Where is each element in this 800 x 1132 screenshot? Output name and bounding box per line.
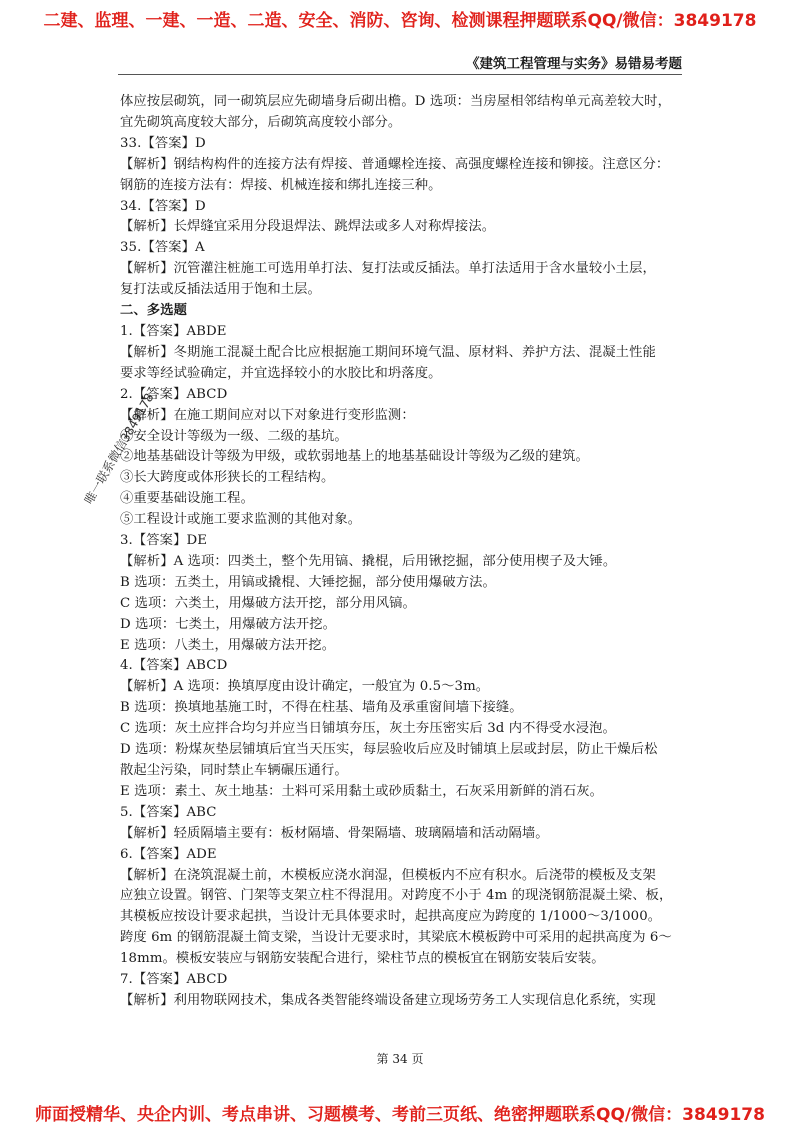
text-line: 18mm。模板安装应与钢筋安装配合进行，梁柱节点的模板宜在钢筋安装后安装。 [120,951,605,967]
text-line: C 选项：六类土，用爆破方法开挖，部分用风镐。 [120,595,416,611]
bottom-promo-banner: 师面授精华、央企内训、考点串讲、习题模考、考前三页纸、绝密押题联系QQ/微信：3849178 [35,1105,765,1125]
text-line: ①安全设计等级为一级、二级的基坑。 [120,428,348,444]
answer-line: 34.【答案】D [120,198,206,214]
answer-line: 2.【答案】ABCD [120,386,228,402]
text-line: 钢筋的连接方法有：焊接、机械连接和绑扎连接三种。 [120,177,442,193]
text-line: ⑤工程设计或施工要求监测的其他对象。 [120,512,362,528]
text-line: 【解析】沉管灌注桩施工可选用单打法、复打法或反插法。单打法适用于含水量较小土层， [120,261,656,277]
text-line: D 选项：七类土，用爆破方法开挖。 [120,616,337,632]
header-divider [118,74,682,75]
text-line: E 选项：素土、灰土地基：土料可采用黏土或砂质黏土，石灰采用新鲜的消石灰。 [120,783,604,799]
text-line: 复打法或反插法适用于饱和土层。 [120,282,321,298]
text-line: 【解析】A 选项：四类土，整个先用镐、撬棍，后用锹挖掘，部分使用楔子及大锤。 [120,553,617,569]
text-line: 【解析】冬期施工混凝土配合比应根据施工期间环境气温、原材料、养护方法、混凝土性能 [120,344,656,360]
text-line: ④重要基础设施工程。 [120,491,254,507]
section-heading: 二、多选题 [120,303,187,319]
document-header-title: 《建筑工程管理与实务》易错易考题 [466,56,682,72]
answer-line: 5.【答案】ABC [120,804,217,820]
text-line: B 选项：换填地基施工时，不得在柱基、墙角及承重窗间墙下接缝。 [120,700,523,716]
answer-line: 1.【答案】ABDE [120,323,227,339]
text-line: 【解析】利用物联网技术，集成各类智能终端设备建立现场劳务工人实现信息化系统，实现 [120,992,656,1008]
answer-line: 7.【答案】ABCD [120,972,228,988]
text-line: 【解析】A 选项：换填厚度由设计确定，一般宜为 0.5～3m。 [120,679,490,695]
side-watermark: 唯一联系微信3849178 [81,390,157,507]
text-line: 【解析】在浇筑混凝土前，木模板应浇水润湿，但模板内不应有积水。后浇带的模板及支架 [120,867,656,883]
text-line: 宜先砌筑高度较大部分，后砌筑高度较小部分。 [120,114,402,130]
text-line: 【解析】钢结构构件的连接方法有焊接、普通螺栓连接、高强度螺栓连接和铆接。注意区分： [120,156,670,172]
text-line: C 选项：灰土应拌合均匀并应当日铺填夯压，灰土夯压密实后 3d 内不得受水浸泡。 [120,721,616,737]
text-line: D 选项：粉煤灰垫层铺填后宜当天压实，每层验收后应及时铺填上层或封层，防止干燥后松 [120,742,658,758]
text-line: 【解析】轻质隔墙主要有：板材隔墙、骨架隔墙、玻璃隔墙和活动隔墙。 [120,825,549,841]
text-line: 【解析】长焊缝宜采用分段退焊法、跳焊法或多人对称焊接法。 [120,219,496,235]
page-number: 第 34 页 [376,1052,424,1066]
text-line: 体应按层砌筑，同一砌筑层应先砌墙身后砌出檐。D 选项：当房屋相邻结构单元高差较大时， [120,94,671,109]
text-line: B 选项：五类土，用镐或撬棍、大锤挖掘，部分使用爆破方法。 [120,574,496,590]
text-line: ②地基基础设计等级为甲级，或软弱地基上的地基基础设计等级为乙级的建筑。 [120,449,589,465]
answer-line: 4.【答案】ABCD [120,658,228,674]
text-line: 跨度 6m 的钢筋混凝土简支梁，当设计无要求时，其梁底木模板跨中可采用的起拱高度为 6～ [120,930,672,946]
text-line: E 选项：八类土，用爆破方法开挖。 [120,637,336,653]
text-line: 应独立设置。钢管、门架等支架立柱不得混用。对跨度不小于 4m 的现浇钢筋混凝土梁、板， [120,888,673,904]
text-line: 【解析】在施工期间应对以下对象进行变形监测： [120,407,415,423]
text-line: 要求等经试验确定，并宜选择较小的水胶比和坍落度。 [120,365,442,381]
text-line: ③长大跨度或体形狭长的工程结构。 [120,470,335,486]
answer-line: 33.【答案】D [120,135,206,151]
text-line: 散起尘污染，同时禁止车辆碾压通行。 [120,763,348,778]
answer-line: 6.【答案】ADE [120,846,217,862]
answer-line: 35.【答案】A [120,240,205,256]
text-line: 其模板应按设计要求起拱，当设计无具体要求时，起拱高度应为跨度的 1/1000～3/1000。 [120,909,662,925]
answer-explanations-body [120,92,680,1012]
answer-line: 3.【答案】DE [120,533,208,549]
top-promo-banner: 二建、监理、一建、一造、二造、安全、消防、咨询、检测课程押题联系QQ/微信：3849178 [43,11,757,31]
